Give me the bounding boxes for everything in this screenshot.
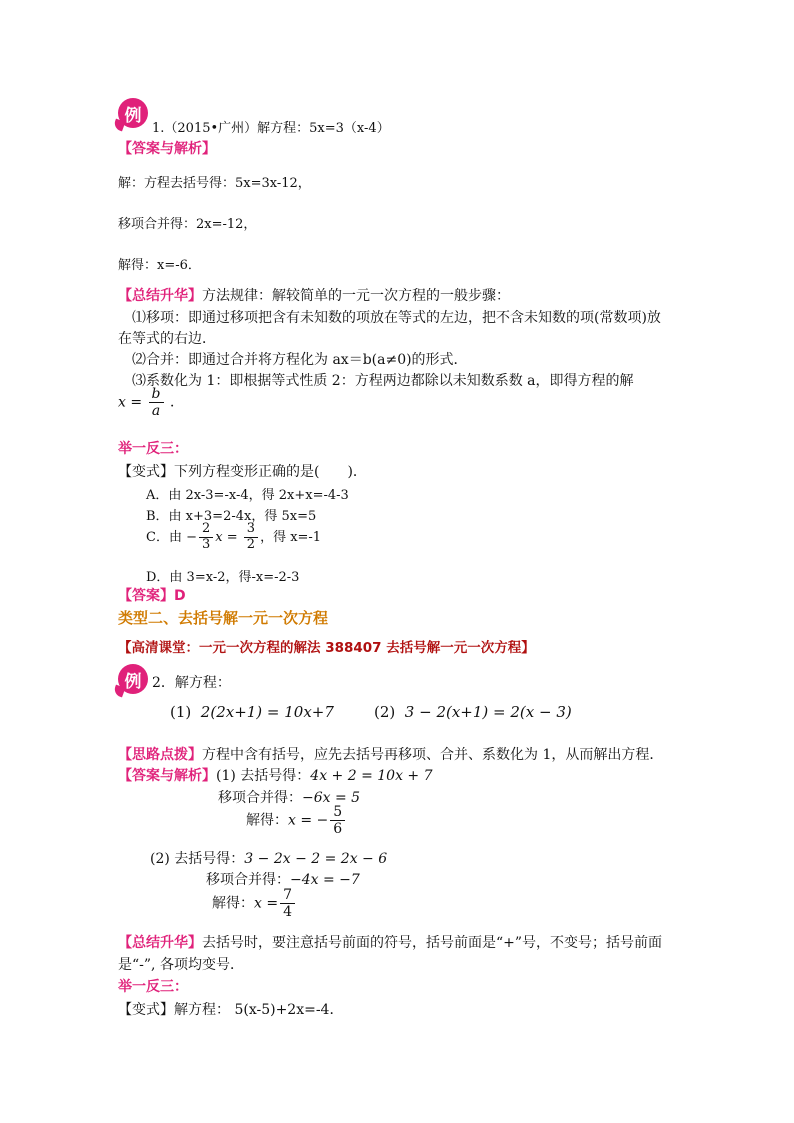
- juyi1-variant: 【变式】下列方程变形正确的是( )．: [118, 464, 367, 480]
- formula-end: ．: [169, 394, 184, 411]
- ex2-question: 2．解方程：: [152, 675, 231, 691]
- p1s3-den: 6: [333, 821, 343, 838]
- p2s2-eq: −4x = −7: [290, 872, 360, 888]
- option-c-frac-2: [244, 522, 258, 553]
- p1s3-num: 5: [330, 804, 345, 821]
- ex2-part1-step3: [246, 804, 347, 837]
- p1s2-label: 移项合并得：: [218, 790, 302, 806]
- p1s1-eq: 4x + 2 = 10x + 7: [310, 768, 433, 784]
- ex2-part2-step3: [212, 887, 297, 920]
- fraction-numerator: b: [149, 386, 164, 403]
- p2s3-x: x =: [254, 895, 279, 912]
- option-c-neg: −: [186, 529, 197, 545]
- ex2-hint-text: 方程中含有括号，应先去括号再移项、合并、系数化为 1，从而解出方程．: [202, 747, 664, 763]
- formula-eq: =: [130, 394, 143, 411]
- option-c-prefix: C．由: [146, 529, 182, 545]
- type2-heading: 类型二、去括号解一元一次方程: [118, 609, 329, 627]
- p1s3-frac: [330, 804, 345, 837]
- option-c-suffix: ，得 x=-1: [260, 529, 322, 545]
- example-badge-2: [118, 664, 148, 694]
- eq2-body: 3 − 2(x+1) = 2(x − 3): [404, 703, 572, 721]
- ex1-question: 1.（2015•广州）解方程：5x=3（x-4）: [152, 121, 390, 136]
- ex1-rule-1a: ⑴移项：即通过移项把含有未知数的项放在等式的左边，把不含未知数的项(常数项)放: [132, 310, 661, 326]
- juyi1-option-a: A．由 2x-3=-x-4，得 2x+x=-4-3: [146, 488, 349, 503]
- p2s3-num: 7: [280, 887, 295, 904]
- badge-label: 例: [124, 105, 142, 126]
- juyi1-option-d: D．由 3=x-2，得-x=-2-3: [146, 570, 300, 585]
- juyi-title-1: 举一反三：: [118, 441, 188, 457]
- p2s3-frac: [280, 887, 295, 920]
- ex1-step-1: 解：方程去括号得：5x=3x-12，: [118, 176, 311, 191]
- example-badge-1: [118, 98, 148, 128]
- juyi2-variant: 【变式】解方程： 5(x-5)+2x=-4．: [118, 1002, 344, 1018]
- formula-x: x: [118, 394, 126, 411]
- juyi-title-2: 举一反三：: [118, 979, 188, 995]
- ex1-rule-3: ⑶系数化为 1：即根据等式性质 2：方程两边都除以未知数系数 a，即得方程的解: [132, 373, 634, 389]
- frac2-num: 3: [244, 522, 258, 538]
- ex1-summary-intro: 方法规律：解较简单的一元一次方程的一般步骤：: [202, 288, 510, 304]
- p1s3-label: 解得：: [246, 812, 288, 829]
- ex1-summary: [118, 285, 510, 305]
- ex1-rule-2: ⑵合并：即通过合并将方程化为 ax＝b(a≠0)的形式．: [132, 352, 468, 368]
- frac1-num: 2: [199, 522, 213, 538]
- p2s1-eq: 3 − 2x − 2 = 2x − 6: [244, 851, 388, 867]
- ex2-summary-a: [118, 932, 662, 952]
- type2-link: 【高清课堂：一元一次方程的解法 388407 去括号解一元一次方程】: [118, 640, 535, 656]
- ex2-part2-step1: [150, 848, 387, 868]
- p2s2-label: 移项合并得：: [206, 872, 290, 888]
- p1s2-eq: −6x = 5: [302, 790, 361, 806]
- ex2-answer-tag: 【答案与解析】: [118, 768, 216, 784]
- ex1-step-3: 解得：x=-6．: [118, 258, 201, 273]
- ex2-hint-tag: 【思路点拨】: [118, 747, 202, 763]
- p2s1-label: (2) 去括号得：: [150, 851, 245, 867]
- ex2-part1-step1: [118, 765, 433, 785]
- ex2-summary-text-a: 去括号时，要注意括号前面的符号，括号前面是“+”号，不变号；括号前面: [202, 935, 663, 951]
- fraction-denominator: a: [151, 403, 161, 420]
- juyi1-option-b: B．由 x+3=2-4x，得 5x=5: [146, 509, 317, 524]
- ex2-summary-tag: 【总结升华】: [118, 935, 202, 951]
- ex1-rule-3-formula: [118, 386, 184, 419]
- p1s3-x: x = −: [288, 812, 329, 829]
- p2s3-label: 解得：: [212, 895, 254, 912]
- p1s1-label: (1) 去括号得：: [216, 768, 311, 784]
- ex2-eq-1: [170, 703, 334, 721]
- ex1-answer-tag: 【答案与解析】: [118, 141, 216, 157]
- ex2-summary-b: 是“-”, 各项均变号．: [118, 957, 244, 973]
- ex1-step-2: 移项合并得：2x=-12，: [118, 217, 257, 232]
- eq1-body: 2(2x+1) = 10x+7: [200, 703, 334, 721]
- eq1-label: (1): [170, 703, 192, 721]
- juyi1-option-c: [146, 522, 321, 553]
- ex1-summary-tag: 【总结升华】: [118, 288, 202, 304]
- ex1-rule-1b: 在等式的右边．: [118, 331, 216, 347]
- formula-fraction: [149, 386, 164, 419]
- juyi1-answer: 【答案】D: [118, 588, 186, 604]
- frac2-den: 2: [246, 536, 256, 552]
- p2s3-den: 4: [283, 904, 292, 921]
- ex2-eq-2: [374, 703, 572, 721]
- option-c-frac-1: [199, 522, 213, 553]
- option-c-x: x =: [215, 529, 238, 545]
- eq2-label: (2): [374, 703, 396, 721]
- ex2-hint: [118, 744, 663, 764]
- frac1-den: 3: [202, 536, 211, 552]
- ex2-part2-step2: [206, 869, 360, 889]
- badge-label: 例: [124, 671, 142, 692]
